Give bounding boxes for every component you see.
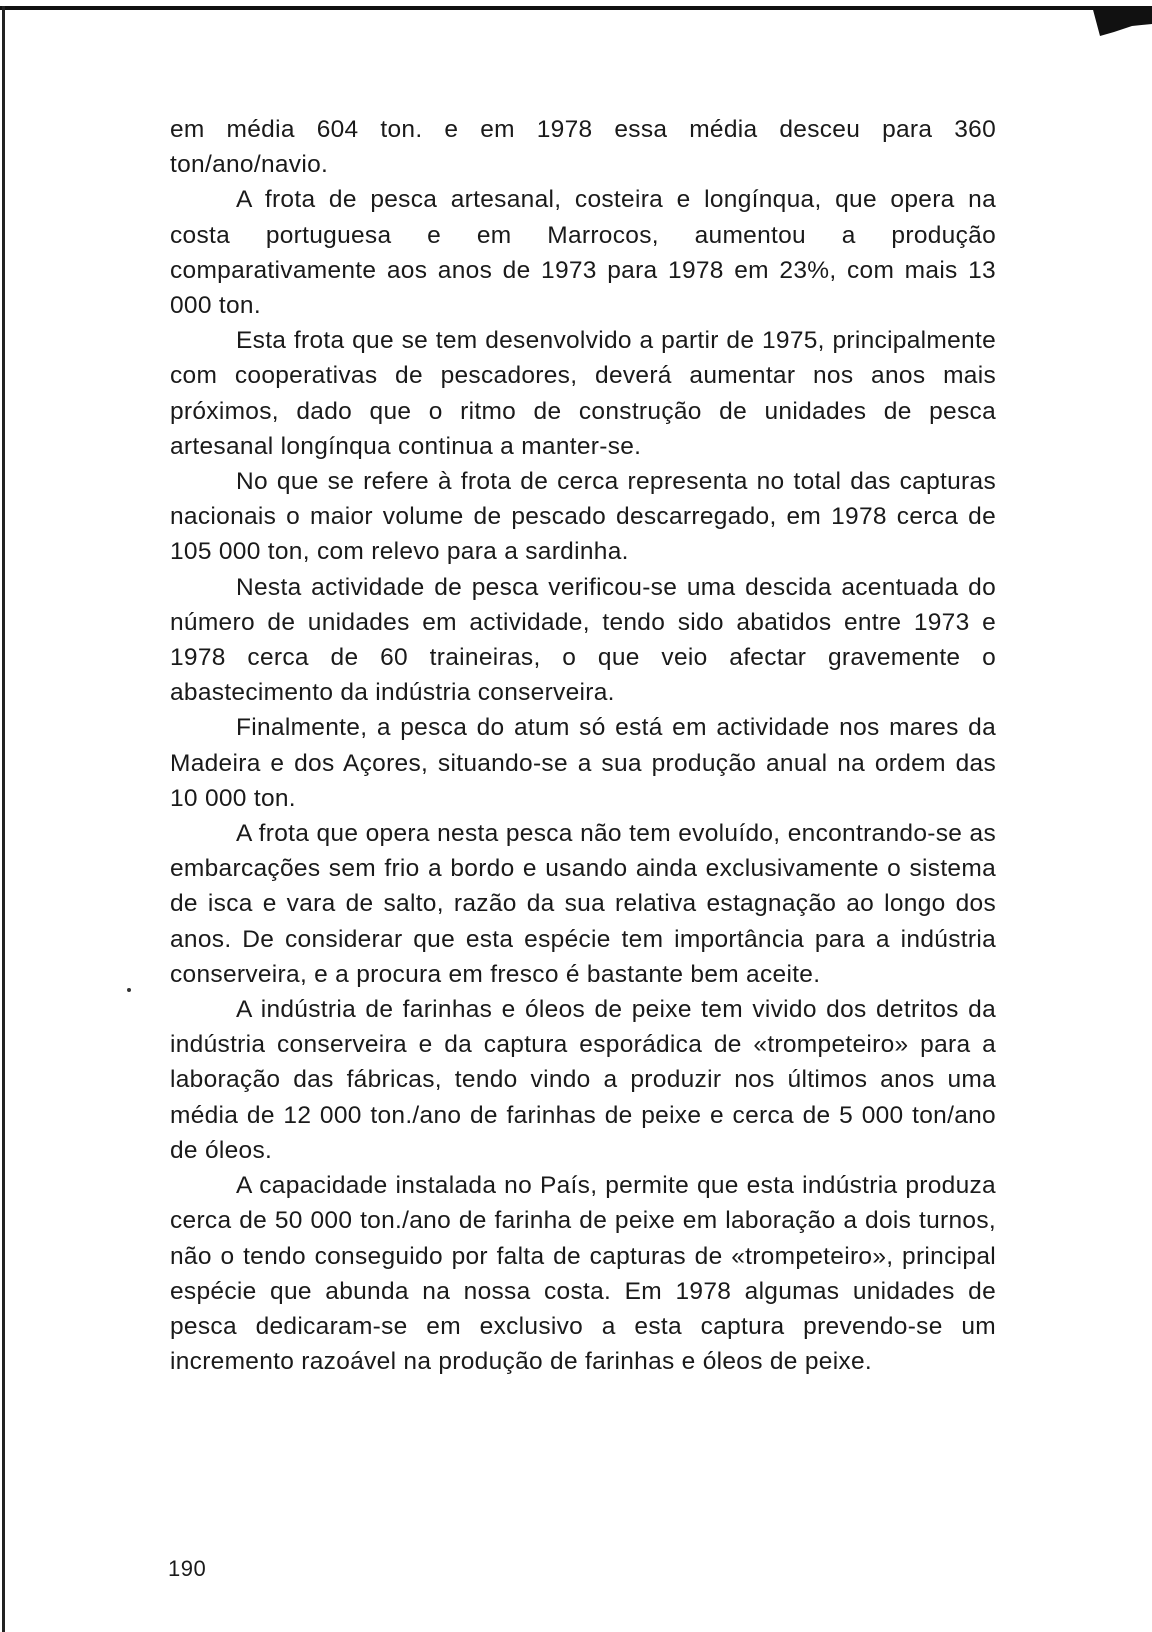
paragraph-7: A frota que opera nesta pesca não tem evoluído, encontrando-se as embarcações sem frio a bordo e usando ainda exclusivamente o sistema de isca e vara de salto, razão da sua relativa estagnação ao longo dos anos. De considerar que esta espécie tem importância para a indústria conserveira, e a procura em fresco é bastante bem aceite.	[170, 820, 996, 988]
paragraph-9: A capacidade instalada no País, permite que esta indústria produza cerca de 50 000 ton./ano de farinha de peixe em laboração a dois turnos, não o tendo conseguido por falta de capturas de «trompeteiro», principal espécie que abunda na nossa costa. Em 1978 algumas unidades de pesca dedicaram-se em exclusivo a esta captura prevendo-se um incremento razoável na produção de farinhas e óleos de peixe.	[170, 1172, 996, 1376]
page-number: 190	[168, 1556, 207, 1581]
paragraph-1: em média 604 ton. e em 1978 essa média desceu para 360 ton/ano/navio.	[170, 116, 996, 179]
paragraph-3: Esta frota que se tem desenvolvido a partir de 1975, principalmente com cooperativas de pescadores, deverá aumentar nos anos mais próximos, dado que o ritmo de construção de unidades de pesca artesanal longínqua continua a manter-se.	[170, 327, 996, 460]
scan-border-top	[0, 6, 1100, 10]
scan-speck	[127, 988, 131, 992]
paragraph-8: A indústria de farinhas e óleos de peixe tem vivido dos detritos da indústria conserveira e da captura esporádica de «trompeteiro» para a laboração das fábricas, tendo vindo a produzir nos últimos anos uma média de 12 000 ton./ano de farinhas de peixe e cerca de 5 000 ton/ano de óleos.	[170, 996, 996, 1164]
paragraph-6: Finalmente, a pesca do atum só está em actividade nos mares da Madeira e dos Açores, situando-se a sua produção anual na ordem das 10 000 ton.	[170, 714, 996, 812]
paragraph-4: No que se refere à frota de cerca representa no total das capturas nacionais o maior volume de pescado descarregado, em 1978 cerca de 105 000 ton, com relevo para a sardinha.	[170, 468, 996, 566]
paragraph-2: A frota de pesca artesanal, costeira e longínqua, que opera na costa portuguesa e em Marrocos, aumentou a produção comparativamente aos anos de 1973 para 1978 em 23%, com mais 13 000 ton.	[170, 186, 996, 320]
paragraph-5: Nesta actividade de pesca verificou-se uma descida acentuada do número de unidades em actividade, tendo sido abatidos entre 1973 e 1978 cerca de 60 traineiras, o que veio afectar gravemente o abastecimento da indústria conserveira.	[170, 573, 996, 707]
scan-border-left	[2, 6, 5, 1632]
page-corner-mark	[1092, 6, 1152, 46]
body-text	[170, 112, 996, 1379]
